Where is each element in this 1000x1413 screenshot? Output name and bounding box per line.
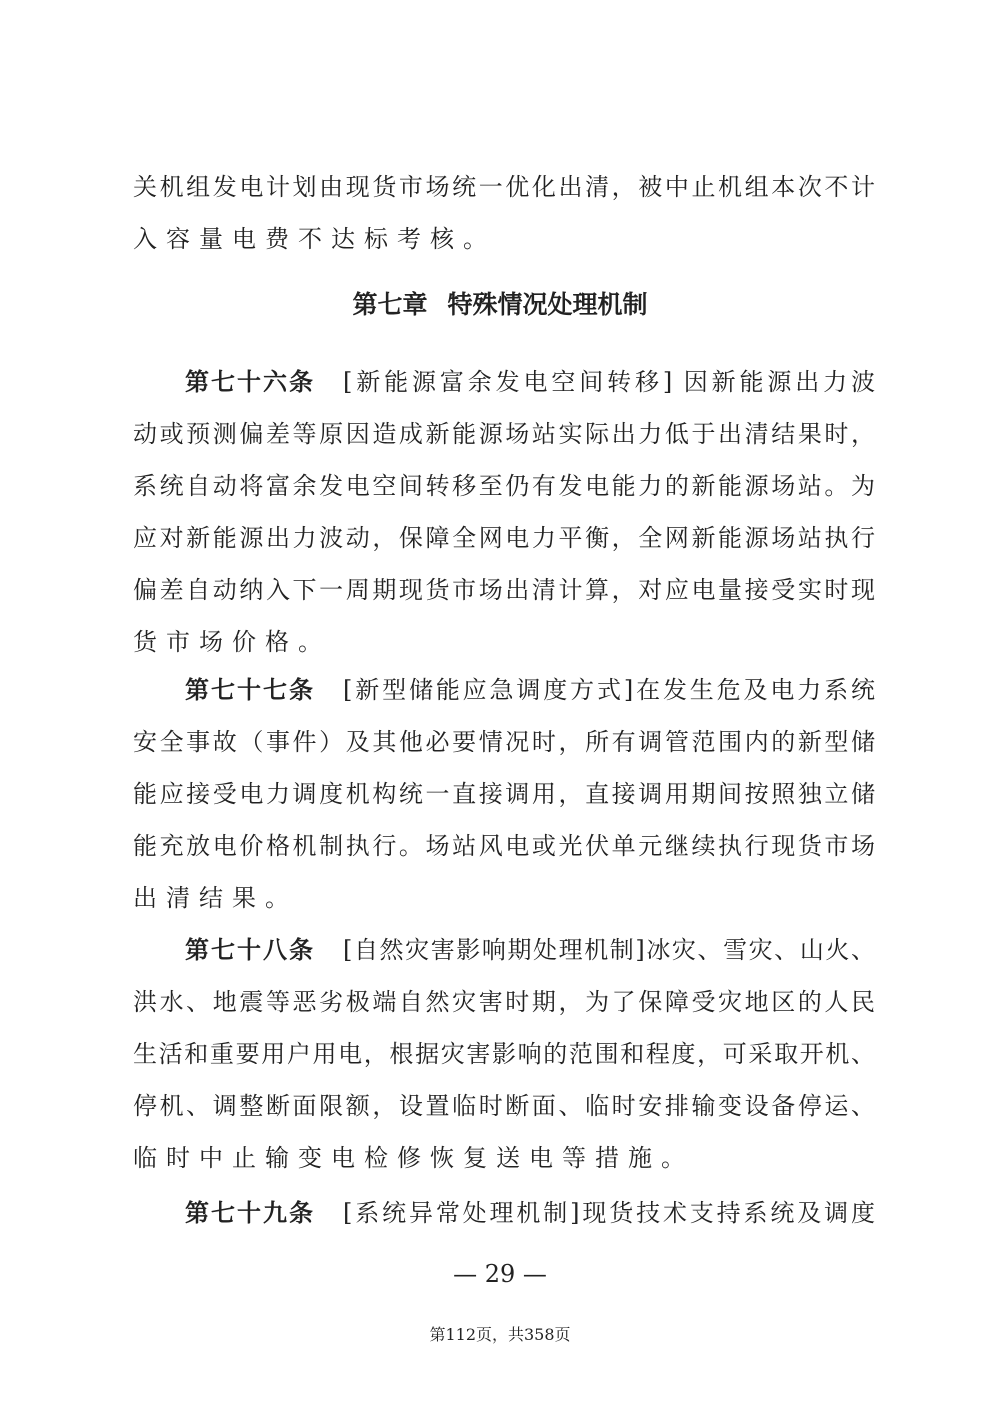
article-heading-text: [新型储能应急调度方式]在发生危及电力系统	[343, 676, 875, 704]
chapter-number: 第七章	[352, 290, 428, 319]
article-head: 第七十七条	[185, 675, 315, 704]
text-line: 应对新能源出力波动，保障全网电力平衡，全网新能源场站执行	[133, 524, 875, 552]
text-line: 偏差自动纳入下一周期现货市场出清计算，对应电量接受实时现	[133, 576, 875, 604]
article-77	[133, 664, 875, 924]
text-line: 动或预测偏差等原因造成新能源场站实际出力低于出清结果时，	[133, 420, 875, 448]
article-heading-text: [自然灾害影响期处理机制]冰灾、雪灾、山火、	[343, 936, 875, 964]
text-line: 能应接受电力调度机构统一直接调用，直接调用期间按照独立储	[133, 780, 875, 808]
page-count-footer: 第112页，共358页	[429, 1325, 571, 1344]
text-line: 系统自动将富余发电空间转移至仍有发电能力的新能源场站。为	[133, 472, 875, 500]
article-head: 第七十六条	[185, 367, 315, 396]
text-line: 停机、调整断面限额，设置临时断面、临时安排输变设备停运、	[133, 1092, 875, 1120]
article-76	[133, 356, 875, 668]
article-heading-text: [新能源富余发电空间转移] 因新能源出力波	[343, 368, 875, 396]
continuation-paragraph	[133, 161, 875, 265]
text-line: 安全事故（事件）及其他必要情况时，所有调管范围内的新型储	[133, 728, 875, 756]
text-line: 能充放电价格机制执行。场站风电或光伏单元继续执行现货市场	[133, 832, 875, 860]
text-line: 洪水、地震等恶劣极端自然灾害时期，为了保障受灾地区的人民	[133, 988, 875, 1016]
article-head: 第七十八条	[185, 935, 315, 964]
text-line: 关机组发电计划由现货市场统一优化出清，被中止机组本次不计	[133, 173, 875, 201]
chapter-name: 特殊情况处理机制	[447, 290, 648, 319]
text-line: 入容量电费不达标考核。	[133, 225, 496, 253]
article-79	[133, 1187, 875, 1239]
article-head: 第七十九条	[185, 1198, 315, 1227]
text-line: 货市场价格。	[133, 628, 331, 656]
article-78	[133, 924, 875, 1184]
page-number: — 29 —	[453, 1260, 547, 1288]
text-line: 临时中止输变电检修恢复送电等措施。	[133, 1144, 694, 1172]
text-line: 生活和重要用户用电，根据灾害影响的范围和程度，可采取开机、	[133, 1040, 875, 1068]
chapter-title	[0, 279, 1000, 331]
article-heading-text: [系统异常处理机制]现货技术支持系统及调度	[343, 1199, 875, 1227]
text-line: 出清结果。	[133, 884, 298, 912]
